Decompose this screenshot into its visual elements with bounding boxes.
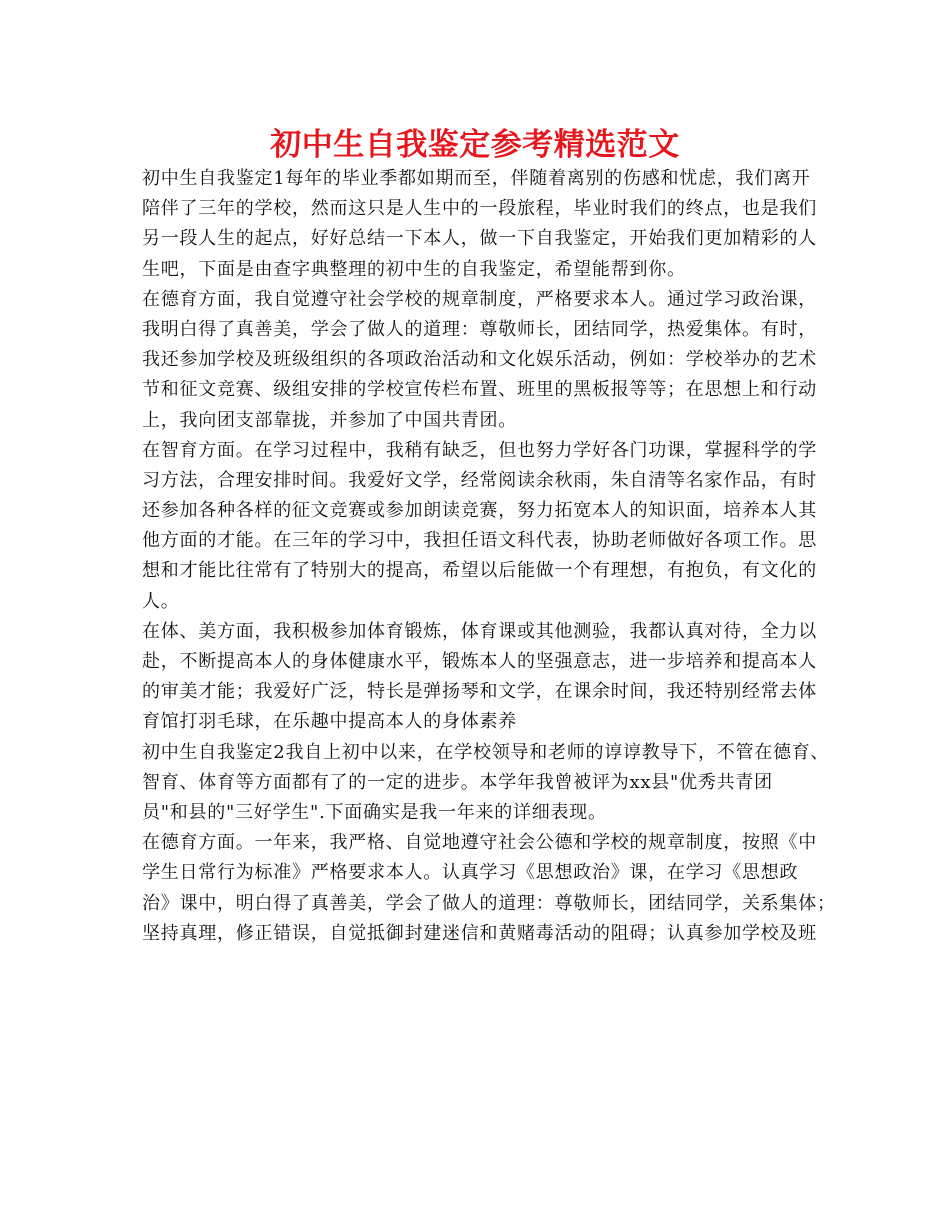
text-line: 我还参加学校及班级组织的各项政治活动和文化娱乐活动，例如：学校举办的艺术 (142, 349, 817, 371)
text-line: 智育、体育等方面都有了的一定的进步。本学年我曾被评为xx县"优秀共青团 (142, 771, 773, 793)
text-line: 初中生自我鉴定1每年的毕业季都如期而至，伴随着离别的伤感和忧虑，我们离开 (142, 168, 811, 189)
text-line: 人。 (142, 590, 180, 612)
text-line: 还参加各种各样的征文竞赛或参加朗读竞赛，努力拓宽本人的知识面，培养本人其 (142, 500, 817, 522)
text-line: 在德育方面。一年来，我严格、自觉地遵守社会公德和学校的规章制度，按照《中 (142, 832, 817, 854)
text-line: 在体、美方面，我积极参加体育锻炼，体育课或其他测验，我都认真对待，全力以 (142, 620, 817, 642)
text-line: 想和才能比往常有了特别大的提高，希望以后能做一个有理想，有抱负，有文化的 (142, 560, 817, 582)
text-line: 赴，不断提高本人的身体健康水平，锻炼本人的坚强意志，进一步培养和提高本人 (142, 651, 817, 672)
text-line: 另一段人生的起点，好好总结一下本人，做一下自我鉴定，开始我们更加精彩的人 (142, 228, 817, 250)
text-line: 我明白得了真善美，学会了做人的道理：尊敬师长，团结同学，热爱集体。有时， (142, 318, 817, 340)
text-line: 他方面的才能。在三年的学习中，我担任语文科代表，协助老师做好各项工作。思 (142, 530, 817, 552)
text-line: 上，我向团支部靠拢，并参加了中国共青团。 (142, 409, 517, 431)
text-line: 坚持真理，修正错误，自觉抵御封建迷信和黄赌毒活动的阻碍；认真参加学校及班 (142, 922, 817, 944)
text-line: 在智育方面。在学习过程中，我稍有缺乏，但也努力学好各门功课，掌握科学的学 (142, 439, 817, 461)
text-line: 初中生自我鉴定2我自上初中以来，在学校领导和老师的谆谆教导下，不管在德育、 (142, 741, 830, 763)
document-title: 初中生自我鉴定参考精选范文 (270, 127, 680, 163)
text-line: 生吧，下面是由查字典整理的初中生的自我鉴定，希望能帮到你。 (142, 258, 686, 280)
text-line: 在德育方面，我自觉遵守社会学校的规章制度，严格要求本人。通过学习政治课， (142, 288, 817, 310)
text-line: 员"和县的"三好学生".下面确实是我一年来的详细表现。 (142, 801, 607, 823)
text-line: 学生日常行为标准》严格要求本人。认真学习《思想政治》课，在学习《思想政 (142, 862, 799, 884)
text-line: 治》课中，明白得了真善美，学会了做人的道理：尊敬师长，团结同学，关系集体； (142, 892, 836, 914)
text-line: 节和征文竞赛、级组安排的学校宣传栏布置、班里的黑板报等等；在思想上和行动 (142, 379, 817, 401)
text-line: 习方法，合理安排时间。我爱好文学，经常阅读余秋雨，朱自清等名家作品，有时 (142, 469, 817, 491)
text-line: 育馆打羽毛球，在乐趣中提高本人的身体素养 (142, 711, 517, 733)
text-line: 的审美才能；我爱好广泛，特长是弹扬琴和文学，在课余时间，我还特别经常去体 (142, 681, 817, 703)
document-body (142, 164, 836, 949)
text-line: 陪伴了三年的学校，然而这只是人生中的一段旅程，毕业时我们的终点，也是我们 (142, 198, 817, 220)
